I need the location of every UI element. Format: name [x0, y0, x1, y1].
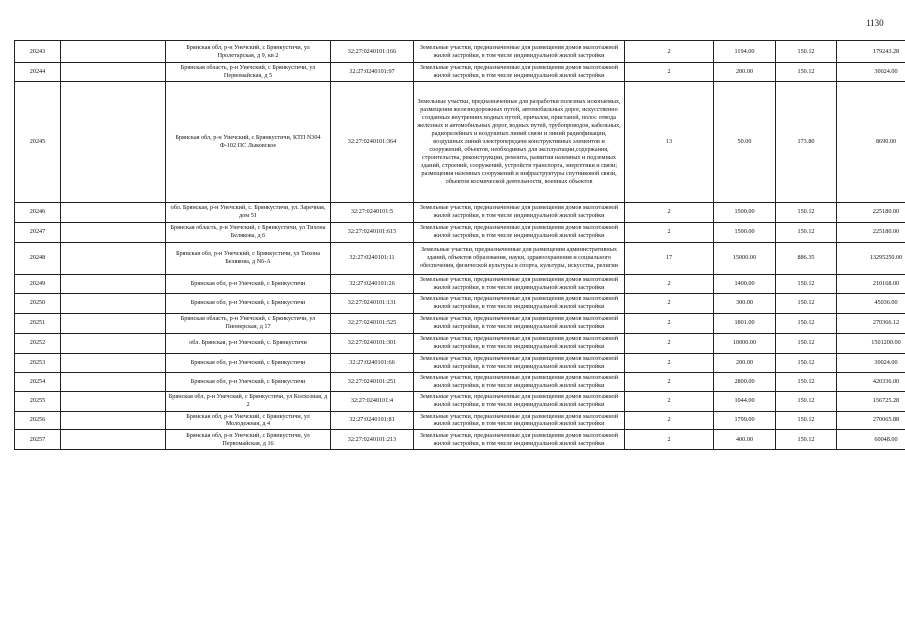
address-cell: Брянская обл, р-н Унечский, с Брянкустичи [166, 274, 331, 293]
address-cell: обл. Брянская, р-н Унечский, с. Брянкустичи, ул. Заречная, дом 51 [166, 202, 331, 222]
cadastral-number-cell: 32:27:0240101:213 [331, 430, 414, 450]
permitted-use-cell: Земельные участки, предназначенные для размещения домов малоэтажной жилой застройки, в том числе индивидуальной жилой застройки [414, 391, 625, 411]
cadastral-number-cell: 32:27:0240101:4 [331, 391, 414, 411]
specific-value-cell: 150.12 [776, 293, 837, 313]
cadastral-value-cell: 60048.00 [837, 430, 905, 450]
permitted-use-cell: Земельные участки, предназначенные для размещения административных зданий, объектов образования, науки, здравоохранения и социального обеспечения, физической культуры и спорта, культуры, искусства, религии [414, 242, 625, 274]
cadastral-value-cell: 45036.00 [837, 293, 905, 313]
row-number: 20252 [15, 333, 61, 353]
permitted-use-cell: Земельные участки, предназначенные для размещения домов малоэтажной жилой застройки, в том числе индивидуальной жилой застройки [414, 430, 625, 450]
category-code-cell: 2 [625, 372, 714, 391]
specific-value-cell: 150.12 [776, 63, 837, 82]
address-cell: Брянская обл, р-н Унечский, с Брянкустичи, ул Пролетарская, д 9, кв 2 [166, 41, 331, 63]
address-cell: Брянская область, р-н Унечский, с Брянкустичи, ул Тихона Белякова, д 6 [166, 222, 331, 242]
cadastral-number-cell: 32:27:0240101:364 [331, 81, 414, 202]
area-cell: 1400.00 [714, 274, 776, 293]
area-cell: 1044.00 [714, 391, 776, 411]
row-number: 20243 [15, 41, 61, 63]
category-code-cell: 2 [625, 41, 714, 63]
category-code-cell: 2 [625, 391, 714, 411]
category-code-cell: 2 [625, 274, 714, 293]
cadastral-number-cell: 32:27:0240101:301 [331, 333, 414, 353]
specific-value-cell: 886.35 [776, 242, 837, 274]
specific-value-cell: 150.12 [776, 333, 837, 353]
address-cell: Брянская область, р-н Унечский, с Брянкустичи, ул Первомайская, д 5 [166, 63, 331, 82]
area-cell: 300.00 [714, 293, 776, 313]
cadastral-value-cell: 13295250.00 [837, 242, 905, 274]
address-cell: Брянская обл, р-н Унечский, с Брянкустичи [166, 353, 331, 372]
row-number: 20251 [15, 313, 61, 333]
permitted-use-cell: Земельные участки, предназначенные для размещения домов малоэтажной жилой застройки, в том числе индивидуальной жилой застройки [414, 41, 625, 63]
table-row [15, 313, 905, 333]
permitted-use-cell: Земельные участки, предназначенные для размещения домов малоэтажной жилой застройки, в том числе индивидуальной жилой застройки [414, 202, 625, 222]
permitted-use-cell: Земельные участки, предназначенные для размещения домов малоэтажной жилой застройки, в том числе индивидуальной жилой застройки [414, 333, 625, 353]
specific-value-cell: 150.12 [776, 411, 837, 430]
specific-value-cell: 173.80 [776, 81, 837, 202]
table-row [15, 63, 905, 82]
table-row [15, 41, 905, 63]
cadastral-number-cell: 32:27:0240101:81 [331, 411, 414, 430]
address-cell: Брянская обл, р-н Унечский, с Брянкустичи, ул Первомайская, д 16 [166, 430, 331, 450]
cadastral-number-cell: 32:27:0240101:615 [331, 222, 414, 242]
cadastral-number-cell: 32:27:0240101:97 [331, 63, 414, 82]
empty-cell [61, 293, 166, 313]
category-code-cell: 2 [625, 293, 714, 313]
table-body [15, 41, 905, 450]
row-number: 20253 [15, 353, 61, 372]
category-code-cell: 2 [625, 313, 714, 333]
page-number: 1130 [866, 18, 884, 28]
cadastral-value-cell: 179243.28 [837, 41, 905, 63]
category-code-cell: 17 [625, 242, 714, 274]
permitted-use-cell: Земельные участки, предназначенные для размещения домов малоэтажной жилой застройки, в том числе индивидуальной жилой застройки [414, 274, 625, 293]
area-cell: 400.00 [714, 430, 776, 450]
specific-value-cell: 150.12 [776, 274, 837, 293]
cadastral-number-cell: 32:27:0240101:166 [331, 41, 414, 63]
row-number: 20246 [15, 202, 61, 222]
specific-value-cell: 150.12 [776, 372, 837, 391]
permitted-use-cell: Земельные участки, предназначенные для размещения домов малоэтажной жилой застройки, в том числе индивидуальной жилой застройки [414, 411, 625, 430]
cadastral-value-cell: 270366.12 [837, 313, 905, 333]
table-row [15, 391, 905, 411]
empty-cell [61, 274, 166, 293]
cadastral-number-cell: 32:27:0240101:26 [331, 274, 414, 293]
cadastral-value-table [14, 40, 905, 450]
cadastral-number-cell: 32:27:0240101:251 [331, 372, 414, 391]
empty-cell [61, 313, 166, 333]
table-row [15, 333, 905, 353]
address-cell: Брянская обл, р-н Унечский, с Брянкустичи, ул Молодежная, д 4 [166, 411, 331, 430]
specific-value-cell: 150.12 [776, 313, 837, 333]
address-cell: Брянская область, р-н Унечский, с Брянкустичи, ул Пионерская, д 17 [166, 313, 331, 333]
category-code-cell: 2 [625, 411, 714, 430]
area-cell: 15000.00 [714, 242, 776, 274]
permitted-use-cell: Земельные участки, предназначенные для размещения домов малоэтажной жилой застройки, в том числе индивидуальной жилой застройки [414, 222, 625, 242]
row-number: 20248 [15, 242, 61, 274]
cadastral-value-cell: 420336.00 [837, 372, 905, 391]
category-code-cell: 2 [625, 202, 714, 222]
row-number: 20257 [15, 430, 61, 450]
area-cell: 200.00 [714, 63, 776, 82]
category-code-cell: 2 [625, 222, 714, 242]
cadastral-value-cell: 30024.00 [837, 63, 905, 82]
cadastral-value-cell: 30024.00 [837, 353, 905, 372]
specific-value-cell: 150.12 [776, 222, 837, 242]
area-cell: 1194.00 [714, 41, 776, 63]
empty-cell [61, 202, 166, 222]
cadastral-value-cell: 156725.28 [837, 391, 905, 411]
table-row [15, 81, 905, 202]
area-cell: 1500.00 [714, 222, 776, 242]
empty-cell [61, 222, 166, 242]
empty-cell [61, 430, 166, 450]
empty-cell [61, 372, 166, 391]
specific-value-cell: 150.12 [776, 202, 837, 222]
row-number: 20245 [15, 81, 61, 202]
cadastral-number-cell: 32:27:0240101:525 [331, 313, 414, 333]
empty-cell [61, 63, 166, 82]
cadastral-value-cell: 270065.88 [837, 411, 905, 430]
cadastral-number-cell: 32:27:0240101:131 [331, 293, 414, 313]
category-code-cell: 2 [625, 63, 714, 82]
table-row [15, 242, 905, 274]
cadastral-value-cell: 8690.00 [837, 81, 905, 202]
table-row [15, 411, 905, 430]
permitted-use-cell: Земельные участки, предназначенные для размещения домов малоэтажной жилой застройки, в том числе индивидуальной жилой застройки [414, 353, 625, 372]
row-number: 20256 [15, 411, 61, 430]
category-code-cell: 2 [625, 333, 714, 353]
table-row [15, 430, 905, 450]
cadastral-value-cell: 225180.00 [837, 202, 905, 222]
empty-cell [61, 353, 166, 372]
table-row [15, 293, 905, 313]
empty-cell [61, 242, 166, 274]
row-number: 20244 [15, 63, 61, 82]
cadastral-value-cell: 210168.00 [837, 274, 905, 293]
specific-value-cell: 150.12 [776, 41, 837, 63]
table-row [15, 202, 905, 222]
specific-value-cell: 150.12 [776, 391, 837, 411]
row-number: 20254 [15, 372, 61, 391]
area-cell: 1799.00 [714, 411, 776, 430]
cadastral-value-cell: 225180.00 [837, 222, 905, 242]
empty-cell [61, 411, 166, 430]
empty-cell [61, 391, 166, 411]
permitted-use-cell: Земельные участки, предназначенные для размещения домов малоэтажной жилой застройки, в том числе индивидуальной жилой застройки [414, 372, 625, 391]
empty-cell [61, 81, 166, 202]
area-cell: 1500.00 [714, 202, 776, 222]
cadastral-number-cell: 32:27:0240101:66 [331, 353, 414, 372]
permitted-use-cell: Земельные участки, предназначенные для размещения домов малоэтажной жилой застройки, в том числе индивидуальной жилой застройки [414, 63, 625, 82]
area-cell: 200.00 [714, 353, 776, 372]
permitted-use-cell: Земельные участки, предназначенные для размещения домов малоэтажной жилой застройки, в том числе индивидуальной жилой застройки [414, 313, 625, 333]
row-number: 20250 [15, 293, 61, 313]
cadastral-value-cell: 1501200.00 [837, 333, 905, 353]
permitted-use-cell: Земельные участки, предназначенные для размещения домов малоэтажной жилой застройки, в том числе индивидуальной жилой застройки [414, 293, 625, 313]
address-cell: обл. Брянская, р-н Унечский, с. Брянкустичи [166, 333, 331, 353]
area-cell: 2800.00 [714, 372, 776, 391]
table-row [15, 372, 905, 391]
address-cell: Брянская обл, р-н Унечский, с Брянкустичи, ул Колхозная, д 2 [166, 391, 331, 411]
cadastral-number-cell: 32:27:0240101:11 [331, 242, 414, 274]
category-code-cell: 2 [625, 430, 714, 450]
address-cell: Брянская обл, р-н Унечский, с Брянкустичи [166, 372, 331, 391]
table-row [15, 222, 905, 242]
address-cell: Брянская обл, р-н Унечский, с Брянкустичи [166, 293, 331, 313]
empty-cell [61, 333, 166, 353]
area-cell: 50.00 [714, 81, 776, 202]
area-cell: 10000.00 [714, 333, 776, 353]
category-code-cell: 2 [625, 353, 714, 372]
address-cell: Брянская обл, р-н Унечский, с Брянкустичи, КТП N304 Ф-102 ПС Лыковское [166, 81, 331, 202]
address-cell: Брянская обл, р-н Унечский, с Брянкустичи, ул Тихона Белякова, д N6-А [166, 242, 331, 274]
specific-value-cell: 150.12 [776, 353, 837, 372]
table-row [15, 353, 905, 372]
permitted-use-cell: Земельные участки, предназначенные для разработки полезных ископаемых, размещения железнодорожных путей, автомобильных дорог, искусственно созданных внутренних водных путей, причалов, пристаней, полос отвода железных и автомобильных дорог, водных путей, трубопроводов, кабельных, радиорелейных и воздушных линий связи и линий радиофикации, воздушных линий электропередачи конструктивных элементов и сооружений, объектов, необходимых для эксплуатации,содержания, строительства, реконструкции, ремонта, развития наземных и подземных зданий, строений, сооружений, устройств транспорта, энергетики и связи; размещения наземных сооружений и инфраструктуры спутниковой связи, объектов космической деятельности, военных объектов [414, 81, 625, 202]
empty-cell [61, 41, 166, 63]
cadastral-number-cell: 32:27:0240101:5 [331, 202, 414, 222]
specific-value-cell: 150.12 [776, 430, 837, 450]
table-row [15, 274, 905, 293]
row-number: 20255 [15, 391, 61, 411]
row-number: 20247 [15, 222, 61, 242]
row-number: 20249 [15, 274, 61, 293]
category-code-cell: 13 [625, 81, 714, 202]
area-cell: 1801.00 [714, 313, 776, 333]
